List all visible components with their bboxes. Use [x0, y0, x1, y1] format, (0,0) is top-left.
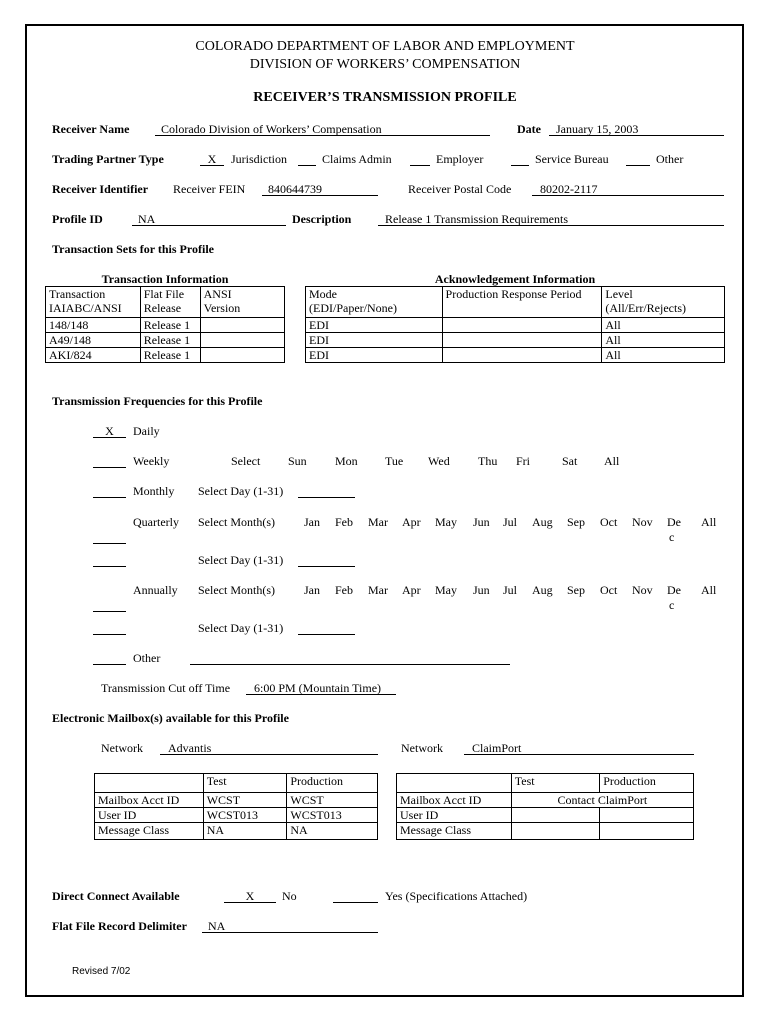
daily-label: Daily	[133, 424, 160, 438]
division-name: DIVISION OF WORKERS’ COMPENSATION	[249, 57, 521, 72]
quarterly-day-field[interactable]	[298, 566, 355, 567]
agency-name: COLORADO DEPARTMENT OF LABOR AND EMPLOYMENT	[195, 39, 575, 54]
postal-code-label: Receiver Postal Code	[408, 182, 512, 196]
fein-value[interactable]: 840644739	[268, 182, 322, 196]
direct-connect-no-mark[interactable]: X	[245, 889, 255, 903]
cutoff-label: Transmission Cut off Time	[101, 681, 231, 695]
q-month-all[interactable]: All	[701, 515, 717, 529]
delimiter-label: Flat File Record Delimiter	[52, 919, 187, 933]
transaction-info-table	[45, 286, 285, 363]
jurisdiction-mark[interactable]: X	[207, 152, 217, 166]
table-row: Mailbox Acct ID Contact ClaimPort	[397, 793, 694, 808]
direct-connect-yes-mark[interactable]	[333, 902, 378, 903]
contact-claimport: Contact ClaimPort	[511, 793, 693, 808]
left-network-label: Network	[101, 741, 143, 755]
a-month-dec[interactable]: De	[667, 583, 681, 597]
transaction-info-title: Transaction Information	[101, 272, 229, 286]
claims-admin-option: Claims Admin	[322, 152, 392, 166]
q-month-dec-tail: c	[669, 530, 675, 544]
q-month-jun[interactable]: Jun	[473, 515, 490, 529]
service-bureau-mark[interactable]	[511, 165, 529, 166]
q-month-apr[interactable]: Apr	[402, 515, 421, 529]
other-frequency-field[interactable]	[190, 664, 510, 665]
q-month-feb[interactable]: Feb	[335, 515, 353, 529]
a-month-jan[interactable]: Jan	[304, 583, 320, 597]
profile-id-value[interactable]: NA	[138, 212, 156, 226]
description-label: Description	[292, 212, 352, 226]
table-row: User ID	[397, 808, 694, 823]
q-month-aug[interactable]: Aug	[532, 515, 553, 529]
day-mon[interactable]: Mon	[335, 454, 358, 468]
table-row: Message Class NA NA	[95, 823, 378, 840]
fein-label: Receiver FEIN	[173, 182, 246, 196]
right-mailbox-table	[396, 773, 694, 840]
table-row: 148/148 Release 1	[46, 318, 285, 333]
table-row: EDI All	[306, 318, 725, 333]
day-sat[interactable]: Sat	[562, 454, 578, 468]
q-month-mar[interactable]: Mar	[368, 515, 388, 529]
jurisdiction-option: Jurisdiction	[231, 152, 287, 166]
claims-admin-mark[interactable]	[298, 165, 316, 166]
employer-option: Employer	[436, 152, 484, 166]
transaction-sets-title: Transaction Sets for this Profile	[52, 242, 214, 256]
direct-connect-no-label: No	[282, 889, 297, 903]
q-month-jan[interactable]: Jan	[304, 515, 320, 529]
other-frequency-mark[interactable]	[93, 664, 126, 665]
monthly-label: Monthly	[133, 484, 175, 498]
left-mailbox-table	[94, 773, 378, 840]
annually-label: Annually	[133, 583, 178, 597]
employer-mark[interactable]	[410, 165, 430, 166]
weekly-label: Weekly	[133, 454, 170, 468]
a-month-all[interactable]: All	[701, 583, 717, 597]
q-month-dec[interactable]: De	[667, 515, 681, 529]
weekly-select-label: Select	[231, 454, 261, 468]
annually-select-months-label: Select Month(s)	[198, 583, 275, 597]
q-month-jul[interactable]: Jul	[503, 515, 518, 529]
right-network-value[interactable]: ClaimPort	[472, 741, 522, 755]
receiver-name-value[interactable]: Colorado Division of Workers’ Compensation	[161, 122, 382, 136]
a-month-apr[interactable]: Apr	[402, 583, 421, 597]
delimiter-value[interactable]: NA	[208, 919, 226, 933]
day-tue[interactable]: Tue	[385, 454, 404, 468]
table-row: EDI All	[306, 348, 725, 363]
receiver-name-label: Receiver Name	[52, 122, 130, 136]
annually-day-mark[interactable]	[93, 634, 126, 635]
annually-day-field[interactable]	[298, 634, 355, 635]
a-month-may[interactable]: May	[435, 583, 457, 597]
quarterly-label: Quarterly	[133, 515, 179, 529]
right-network-label: Network	[401, 741, 443, 755]
frequencies-title: Transmission Frequencies for this Profile	[52, 394, 263, 408]
table-header-row: Test Production	[95, 774, 378, 793]
daily-mark[interactable]: X	[105, 424, 114, 438]
service-bureau-option: Service Bureau	[535, 152, 609, 166]
table-row: User ID WCST013 WCST013	[95, 808, 378, 823]
trading-partner-label: Trading Partner Type	[52, 152, 164, 166]
left-network-value[interactable]: Advantis	[168, 741, 212, 755]
revised-note: Revised 7/02	[72, 966, 131, 977]
quarterly-day-mark[interactable]	[93, 566, 126, 567]
table-row: A49/148 Release 1	[46, 333, 285, 348]
other-option: Other	[656, 152, 684, 166]
table-row: AKI/824 Release 1	[46, 348, 285, 363]
quarterly-select-months-label: Select Month(s)	[198, 515, 275, 529]
mailbox-title: Electronic Mailbox(s) available for this Profile	[52, 711, 289, 725]
monthly-mark[interactable]	[93, 497, 126, 498]
q-month-may[interactable]: May	[435, 515, 457, 529]
other-frequency-label: Other	[133, 651, 161, 665]
a-month-oct[interactable]: Oct	[600, 583, 618, 597]
quarterly-mark[interactable]	[93, 543, 126, 544]
date-label: Date	[517, 122, 541, 136]
a-month-aug[interactable]: Aug	[532, 583, 553, 597]
ack-info-title: Acknowledgement Information	[434, 272, 596, 286]
postal-code-value[interactable]: 80202-2117	[540, 182, 598, 196]
day-sun[interactable]: Sun	[288, 454, 307, 468]
a-month-nov[interactable]: Nov	[632, 583, 653, 597]
profile-id-label: Profile ID	[52, 212, 103, 226]
day-all[interactable]: All	[604, 454, 620, 468]
annually-select-day-label: Select Day (1-31)	[198, 621, 284, 635]
direct-connect-yes-label: Yes (Specifications Attached)	[385, 889, 528, 903]
q-month-nov[interactable]: Nov	[632, 515, 653, 529]
a-month-dec-tail: c	[669, 598, 675, 612]
cutoff-value[interactable]: 6:00 PM (Mountain Time)	[254, 681, 382, 695]
weekly-mark[interactable]	[93, 467, 126, 468]
description-value[interactable]: Release 1 Transmission Requirements	[385, 212, 568, 226]
a-month-feb[interactable]: Feb	[335, 583, 353, 597]
a-month-sep[interactable]: Sep	[567, 583, 585, 597]
annually-mark[interactable]	[93, 611, 126, 612]
table-header-row: Test Production	[397, 774, 694, 793]
day-fri[interactable]: Fri	[516, 454, 531, 468]
form-title: RECEIVER’S TRANSMISSION PROFILE	[253, 90, 517, 105]
a-month-mar[interactable]: Mar	[368, 583, 388, 597]
direct-connect-label: Direct Connect Available	[52, 889, 180, 903]
ack-info-table	[305, 286, 725, 363]
a-month-jul[interactable]: Jul	[503, 583, 518, 597]
receiver-identifier-label: Receiver Identifier	[52, 182, 149, 196]
other-mark[interactable]	[626, 165, 650, 166]
quarterly-select-day-label: Select Day (1-31)	[198, 553, 284, 567]
monthly-day-field[interactable]	[298, 497, 355, 498]
q-month-oct[interactable]: Oct	[600, 515, 618, 529]
table-header-row: Transaction IAIABC/ANSI Flat File Release ANSI Version	[46, 287, 285, 318]
date-value[interactable]: January 15, 2003	[556, 122, 639, 136]
day-thu[interactable]: Thu	[478, 454, 498, 468]
table-row: Message Class	[397, 823, 694, 840]
day-wed[interactable]: Wed	[428, 454, 450, 468]
q-month-sep[interactable]: Sep	[567, 515, 585, 529]
table-row: EDI All	[306, 333, 725, 348]
table-row: Mailbox Acct ID WCST WCST	[95, 793, 378, 808]
form-border	[25, 24, 744, 997]
table-header-row: Mode (EDI/Paper/None) Production Response Period Level (All/Err/Rejects)	[306, 287, 725, 318]
a-month-jun[interactable]: Jun	[473, 583, 490, 597]
monthly-select-day-label: Select Day (1-31)	[198, 484, 284, 498]
